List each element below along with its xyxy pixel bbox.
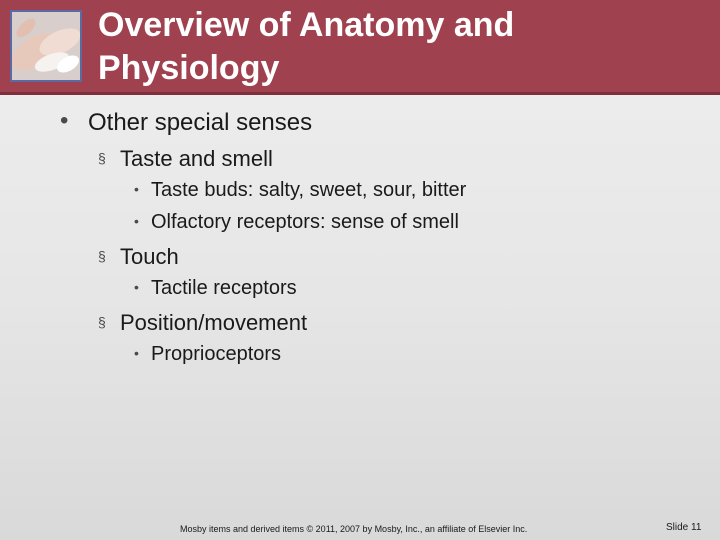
- bullet-olfactory-receptors: Olfactory receptors: sense of smell: [151, 211, 459, 233]
- bullet-position-movement: Position/movement: [120, 310, 308, 335]
- bullet-tactile-receptors: Tactile receptors: [151, 277, 297, 299]
- bullet-dot: •: [60, 107, 69, 134]
- bullet-square: §: [98, 150, 106, 166]
- slide-number: Slide 11: [666, 522, 702, 533]
- bullet-dot: •: [134, 213, 139, 229]
- bullet-square: §: [98, 314, 106, 330]
- bullet-dot: •: [134, 345, 139, 361]
- bullet-other-special-senses: Other special senses: [88, 109, 313, 136]
- slide-title-line-1: Overview of Anatomy and: [98, 6, 515, 44]
- bullet-taste-buds: Taste buds: salty, sweet, sour, bitter: [151, 179, 467, 201]
- footer-copyright: Mosby items and derived items © 2011, 2007 by Mosby, Inc., an affiliate of Elsevier Inc.: [180, 524, 528, 534]
- bullet-square: §: [98, 248, 106, 264]
- bullet-dot: •: [134, 279, 139, 295]
- bullet-taste-and-smell: Taste and smell: [120, 146, 273, 171]
- bullet-dot: •: [134, 181, 139, 197]
- slide-title-line-2: Physiology: [98, 49, 280, 87]
- bullet-touch: Touch: [120, 244, 179, 269]
- bullet-proprioceptors: Proprioceptors: [151, 343, 282, 365]
